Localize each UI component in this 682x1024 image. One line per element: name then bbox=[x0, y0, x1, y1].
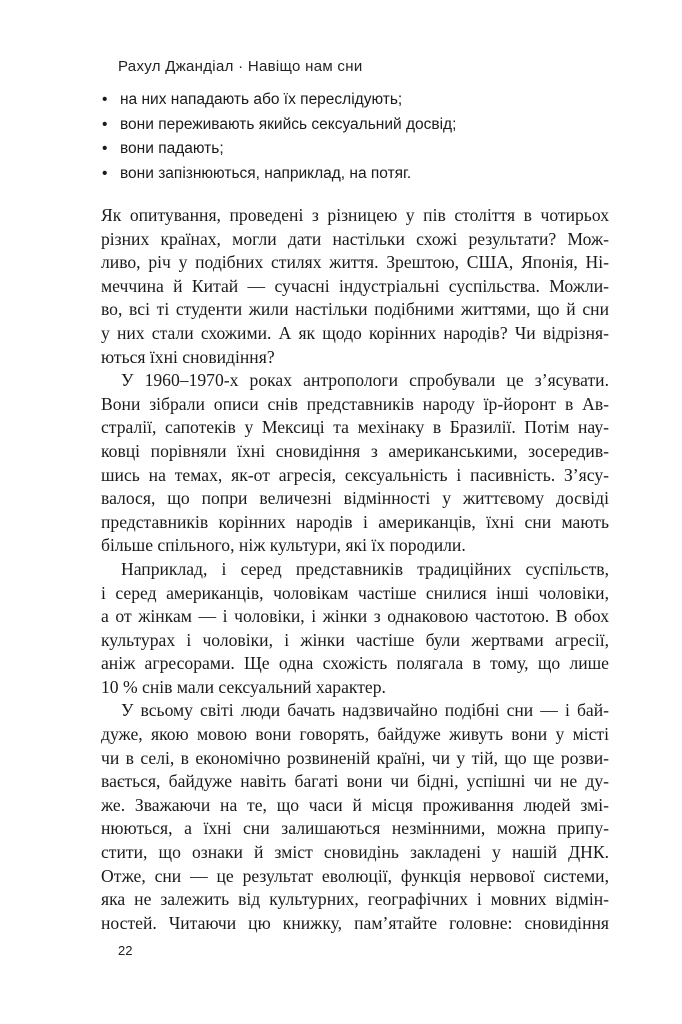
text-line: нюються, а їхні сни залишаються незмінними, можна припу- bbox=[101, 818, 609, 839]
text-line: У всьому світі люди бачать надзвичайно подібні сни — і бай- bbox=[121, 700, 609, 721]
text-line: представників корінних народів і американців, їхні сни мають bbox=[101, 511, 609, 532]
text-line: У 1960–1970-х роках антропологи спробували це з’ясувати. bbox=[121, 370, 609, 391]
text-line: валося, що попри величезні відмінності у життєвому досвіді bbox=[101, 488, 609, 509]
text-line: ковці порівняли їхні сновидіння з американськими, зосередив- bbox=[101, 440, 609, 461]
body-text bbox=[101, 204, 609, 935]
text-line: яка не залежить від культурних, географічних і мовних відмін- bbox=[101, 889, 609, 910]
paragraph bbox=[101, 369, 609, 558]
text-line: 10 % снів мали сексуальний характер. bbox=[101, 676, 386, 697]
text-line: аніж агресорами. Ще одна схожість полягала в тому, що лише bbox=[101, 653, 609, 674]
page-number: 22 bbox=[118, 943, 133, 958]
text-line: стити, що ознаки й зміст сновидінь закладені у нашій ДНК. bbox=[101, 842, 609, 863]
text-line: вається, байдуже навіть багаті вони чи бідні, успішні чи не ду- bbox=[101, 771, 609, 792]
text-line: Наприклад, і серед представників традиційних суспільств, bbox=[121, 558, 609, 579]
text-line: во, всі ті студенти жили настільки подібними життями, що й сни bbox=[101, 299, 609, 320]
bullet-list bbox=[102, 88, 582, 186]
text-line: більше спільного, ніж культури, які їх породили. bbox=[101, 535, 466, 556]
text-line: чи в селі, в економічно розвиненій країні, чи у тій, що ще розви- bbox=[101, 747, 609, 768]
bullet-item: • вони падають; bbox=[102, 137, 582, 162]
text-line: шись на темах, як-от агресія, сексуальність і пасивність. З’ясу- bbox=[101, 464, 609, 485]
text-line: меччина й Китай — сучасні індустріальні суспільства. Можли- bbox=[101, 275, 609, 296]
paragraph bbox=[101, 558, 609, 700]
text-line: ються їхні сновидіння? bbox=[101, 346, 275, 367]
bullet-item: • вони запізнюються, наприклад, на потяг. bbox=[102, 162, 582, 187]
text-line: у них стали схожими. А як щодо корінних народів? Чи відрізня- bbox=[101, 322, 609, 343]
text-line: а от жінкам — і чоловіки, і жінки з однаковою частотою. В обох bbox=[101, 606, 609, 627]
text-line: і серед американців, чоловікам частіше снилися інші чоловіки, bbox=[101, 582, 609, 603]
text-line: Як опитування, проведені з різницею у пів століття в чотирьох bbox=[101, 205, 609, 225]
text-line: ливо, річ у подібних стилях життя. Зрештою, США, Японія, Ні- bbox=[101, 252, 609, 273]
text-line: різних країнах, могли дати настільки схожі результати? Мож- bbox=[101, 228, 609, 249]
text-line: культурах і чоловіки, і жінки частіше були жертвами агресії, bbox=[101, 629, 609, 650]
text-line: же. Зважаючи на те, що часи й місця проживання людей змі- bbox=[101, 794, 609, 815]
text-line: дуже, якою мовою вони говорять, байдуже живуть вони у місті bbox=[101, 724, 609, 745]
paragraph bbox=[101, 204, 609, 369]
bullet-item: • на них нападають або їх переслідують; bbox=[102, 88, 582, 113]
bullet-item: • вони переживають якийсь сексуальний досвід; bbox=[102, 113, 582, 138]
text-line: Вони зібрали описи снів представників народу їр-йоронт в Ав- bbox=[101, 393, 609, 414]
text-line: ностей. Читаючи цю книжку, пам’ятайте головне: сновидіння bbox=[101, 912, 609, 933]
text-line: Отже, сни — це результат еволюції, функція нервової системи, bbox=[101, 865, 609, 886]
paragraph bbox=[101, 699, 609, 935]
text-line: стралії, сапотеків у Мексиці та мехінаку в Бразилії. Потім нау- bbox=[101, 417, 609, 438]
running-header: Рахул Джандіал · Навіщо нам сни bbox=[118, 58, 363, 75]
